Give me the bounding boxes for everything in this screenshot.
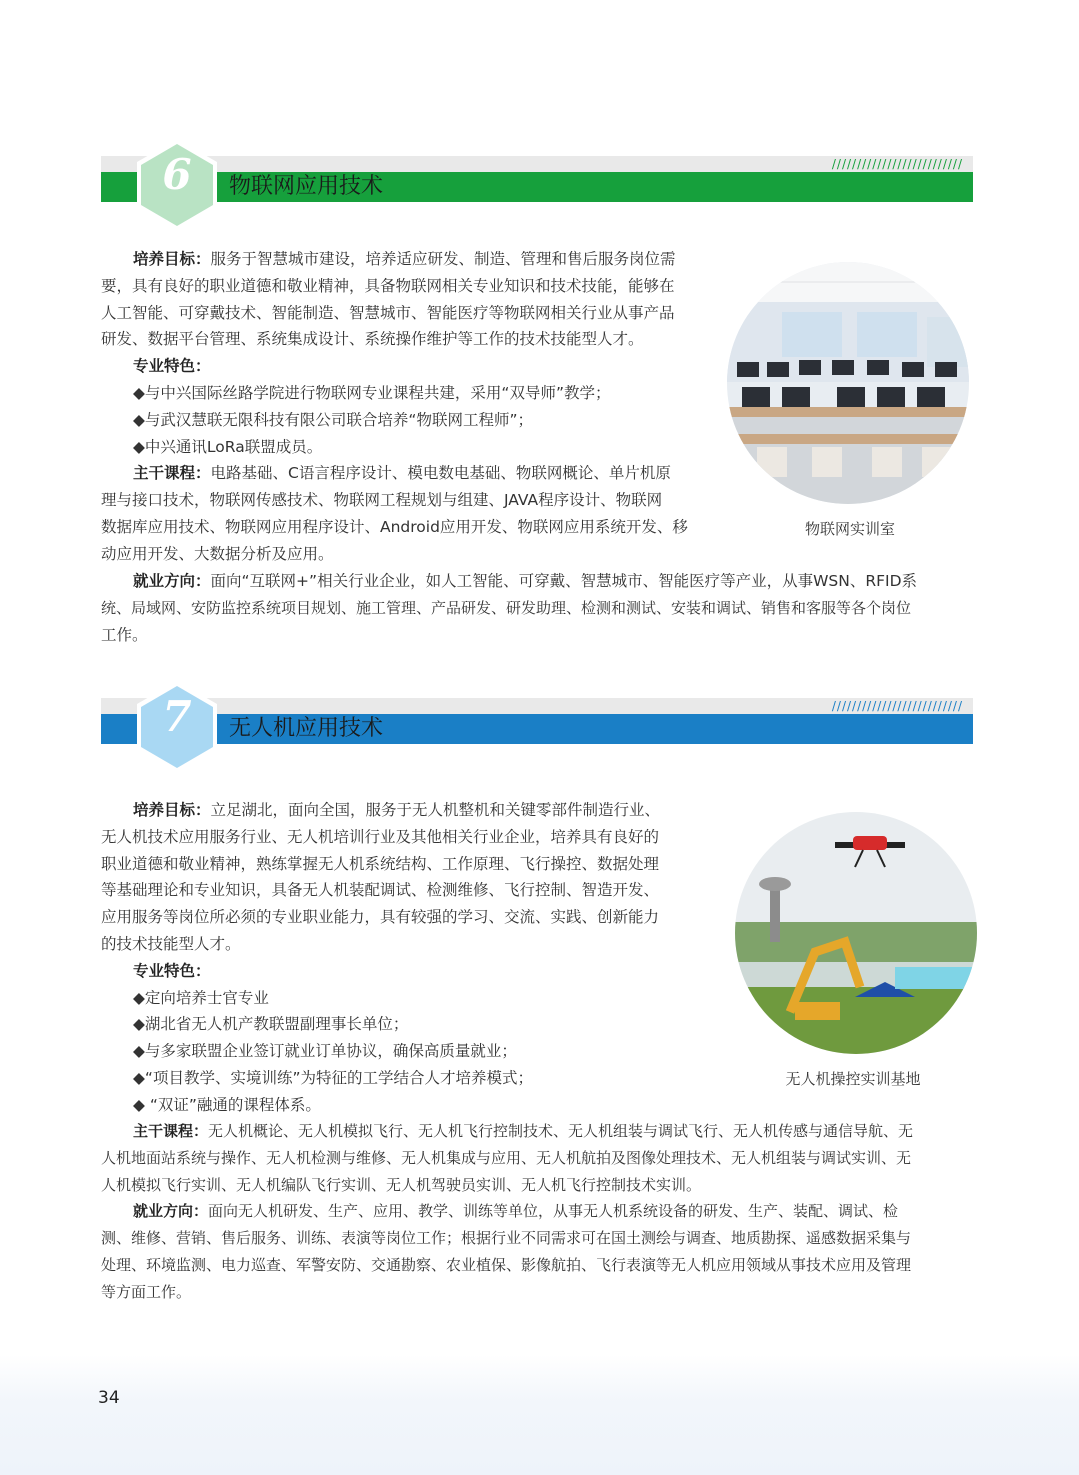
section-title: 物联网应用技术	[229, 174, 384, 199]
feature-item: ◆“项目教学、实境训练”为特征的工学结合人才培养模式；	[133, 1068, 533, 1087]
photo-caption: 物联网实训室	[804, 520, 895, 538]
courses-label: 主干课程：	[133, 464, 211, 483]
goal-line: 无人机技术应用服务行业、无人机培训行业及其他相关行业企业，培养具有良好的	[101, 827, 660, 846]
goal-line: 要，具有良好的职业道德和敬业精神，具备物联网相关专业知识和技术技能，能够在	[101, 276, 675, 295]
section-number: 6	[162, 150, 192, 199]
feature-item: ◆中兴通讯LoRa联盟成员。	[133, 437, 323, 456]
section-title: 无人机应用技术	[229, 716, 384, 741]
section-7-header	[101, 692, 973, 778]
courses-line: 人机地面站系统与操作、无人机检测与维修、无人机集成与应用、无人机航拍及图像处理技术、无人机组装与调试实训、无	[101, 1148, 912, 1167]
jobs-line: 统、局域网、安防监控系统项目规划、施工管理、产品研发、研发助理、检测和测试、安装和调试、销售和客服等各个岗位	[101, 598, 912, 617]
feature-item: ◆湖北省无人机产教联盟副理事长单位；	[133, 1015, 409, 1034]
iot-lab-photo	[727, 262, 969, 504]
section-6-jobs	[101, 568, 977, 648]
section-6-header	[101, 150, 973, 236]
goal-line: 服务于智慧城市建设，培养适应研发、制造、管理和售后服务岗位需	[210, 250, 676, 268]
feature-item: ◆与武汉慧联无限科技有限公司联合培养“物联网工程师”；	[133, 410, 533, 429]
header-stripes: //////////////////////////	[831, 699, 963, 713]
jobs-label: 就业方向：	[133, 1202, 209, 1221]
section-7-courses	[101, 1118, 977, 1306]
jobs-line: 处理、环境监测、电力巡查、军警安防、交通勘察、农业植保、影像航拍、飞行表演等无人机应用领域从事技术应用及管理	[101, 1255, 912, 1274]
courses-line: 无人机概论、无人机模拟飞行、无人机飞行控制技术、无人机组装与调试飞行、无人机传感与通信导航、无	[208, 1122, 914, 1140]
jobs-line: 等方面工作。	[101, 1282, 192, 1301]
goal-line: 研发、数据平台管理、系统集成设计、系统操作维护等工作的技术技能型人才。	[101, 330, 644, 349]
page-number: 34	[98, 1388, 120, 1408]
feature-item: ◆ “双证”融通的课程体系。	[133, 1095, 321, 1114]
courses-line: 理与接口技术，物联网传感技术、物联网工程规划与组建、JAVA程序设计、物联网	[101, 491, 663, 510]
photo-caption: 无人机操控实训基地	[785, 1070, 921, 1088]
features-label: 专业特色：	[133, 961, 211, 980]
features-label: 专业特色：	[133, 357, 211, 376]
jobs-line: 面向无人机研发、生产、应用、教学、训练等单位，从事无人机系统设备的研发、生产、装配、调试、检	[208, 1202, 899, 1221]
feature-item: ◆定向培养士官专业	[133, 988, 269, 1007]
jobs-line: 测、维修、营销、售后服务、训练、表演等岗位工作；根据行业不同需求可在国土测绘与调查、地质勘探、遥感数据采集与	[101, 1229, 912, 1248]
section-6-goal	[101, 246, 713, 568]
goal-line: 等基础理论和专业知识，具备无人机装配调试、检测维修、飞行控制、智造开发、	[101, 881, 660, 900]
goal-line: 职业道德和敬业精神，熟练掌握无人机系统结构、工作原理、飞行操控、数据处理	[101, 854, 660, 873]
courses-label: 主干课程：	[133, 1122, 209, 1140]
drone-base-photo	[735, 812, 977, 1054]
page-background	[0, 1355, 1079, 1475]
goal-line: 的技术技能型人才。	[101, 934, 241, 953]
feature-item: ◆与中兴国际丝路学院进行物联网专业课程共建，采用“双导师”教学；	[133, 383, 611, 402]
feature-item: ◆与多家联盟企业签订就业订单协议，确保高质量就业；	[133, 1042, 517, 1061]
header-stripes: //////////////////////////	[831, 157, 963, 171]
courses-line: 动应用开发、大数据分析及应用。	[101, 544, 334, 563]
goal-label: 培养目标：	[133, 801, 211, 819]
jobs-label: 就业方向：	[133, 572, 211, 590]
goal-label: 培养目标：	[133, 250, 211, 268]
section-7-goal	[101, 797, 701, 1119]
courses-line: 人机模拟飞行实训、无人机编队飞行实训、无人机驾驶员实训、无人机飞行控制技术实训。	[101, 1175, 702, 1194]
goal-line: 立足湖北，面向全国，服务于无人机整机和关键零部件制造行业、	[210, 801, 661, 819]
goal-line: 应用服务等岗位所必须的专业职业能力，具有较强的学习、交流、实践、创新能力	[101, 908, 660, 927]
jobs-line: 面向“互联网+”相关行业企业，如人工智能、可穿戴、智慧城市、智能医疗等产业，从事WSN、RFID系	[210, 572, 918, 590]
courses-line: 电路基础、C语言程序设计、模电数电基础、物联网概论、单片机原	[210, 464, 671, 483]
jobs-line: 工作。	[101, 625, 148, 644]
section-number: 7	[162, 692, 192, 741]
courses-line: 数据库应用技术、物联网应用程序设计、Android应用开发、物联网应用系统开发、移	[101, 517, 688, 536]
goal-line: 人工智能、可穿戴技术、智能制造、智慧城市、智能医疗等物联网相关行业从事产品	[101, 303, 675, 322]
